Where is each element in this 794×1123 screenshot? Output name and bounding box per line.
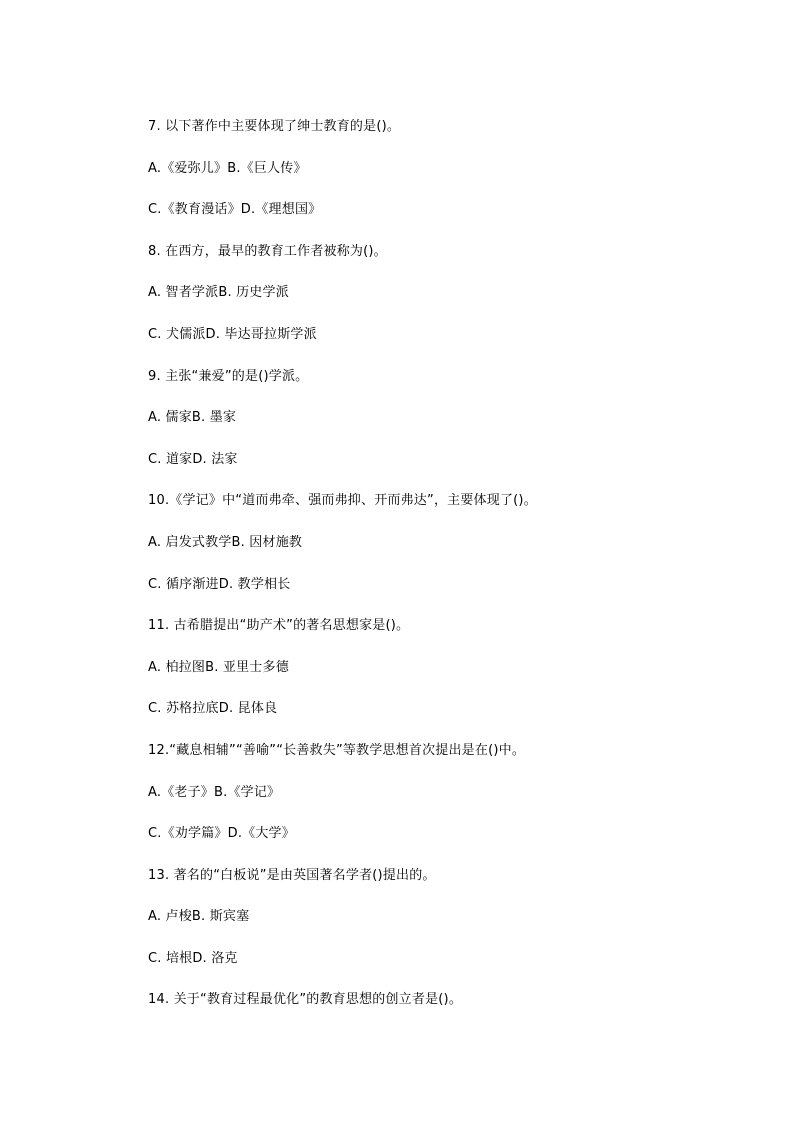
question-7-options-cd: C.《教育漫话》D.《理想国》 <box>148 202 322 218</box>
question-12-stem: 12.“藏息相辅”“善喻”“长善救失”等教学思想首次提出是在()中。 <box>148 742 526 758</box>
question-9-options-cd: C. 道家D. 法家 <box>148 451 238 467</box>
question-13-options-cd: C. 培根D. 洛克 <box>148 950 238 966</box>
question-8-stem: 8. 在西方，最早的教育工作者被称为()。 <box>148 243 387 259</box>
question-12-options-cd: C.《劝学篇》D.《大学》 <box>148 826 295 842</box>
question-8-options-cd: C. 犬儒派D. 毕达哥拉斯学派 <box>148 326 317 342</box>
question-9-stem: 9. 主张“兼爱”的是()学派。 <box>148 368 309 384</box>
question-12-options-ab: A.《老子》B.《学记》 <box>148 784 281 800</box>
question-7-options-ab: A.《爱弥儿》B.《巨人传》 <box>148 160 307 176</box>
question-13-options-ab: A. 卢梭B. 斯宾塞 <box>148 909 250 925</box>
question-11-stem: 11. 古希腊提出“助产术”的著名思想家是()。 <box>148 618 410 634</box>
question-10-stem: 10.《学记》中“道而弗牵、强而弗抑、开而弗达”，主要体现了()。 <box>148 493 537 509</box>
question-13-stem: 13. 著名的“白板说”是由英国著名学者()提出的。 <box>148 867 436 883</box>
question-10-options-ab: A. 启发式教学B. 因材施教 <box>148 534 303 550</box>
question-9-options-ab: A. 儒家B. 墨家 <box>148 410 237 426</box>
question-10-options-cd: C. 循序渐进D. 教学相长 <box>148 576 291 592</box>
question-11-options-cd: C. 苏格拉底D. 昆体良 <box>148 701 278 717</box>
question-7-stem: 7. 以下著作中主要体现了绅士教育的是()。 <box>148 119 401 134</box>
question-14-stem: 14. 关于“教育过程最优化”的教育思想的创立者是()。 <box>148 992 463 1008</box>
question-11-options-ab: A. 柏拉图B. 亚里士多德 <box>148 659 289 675</box>
question-list <box>148 116 748 1031</box>
question-8-options-ab: A. 智者学派B. 历史学派 <box>148 285 289 301</box>
